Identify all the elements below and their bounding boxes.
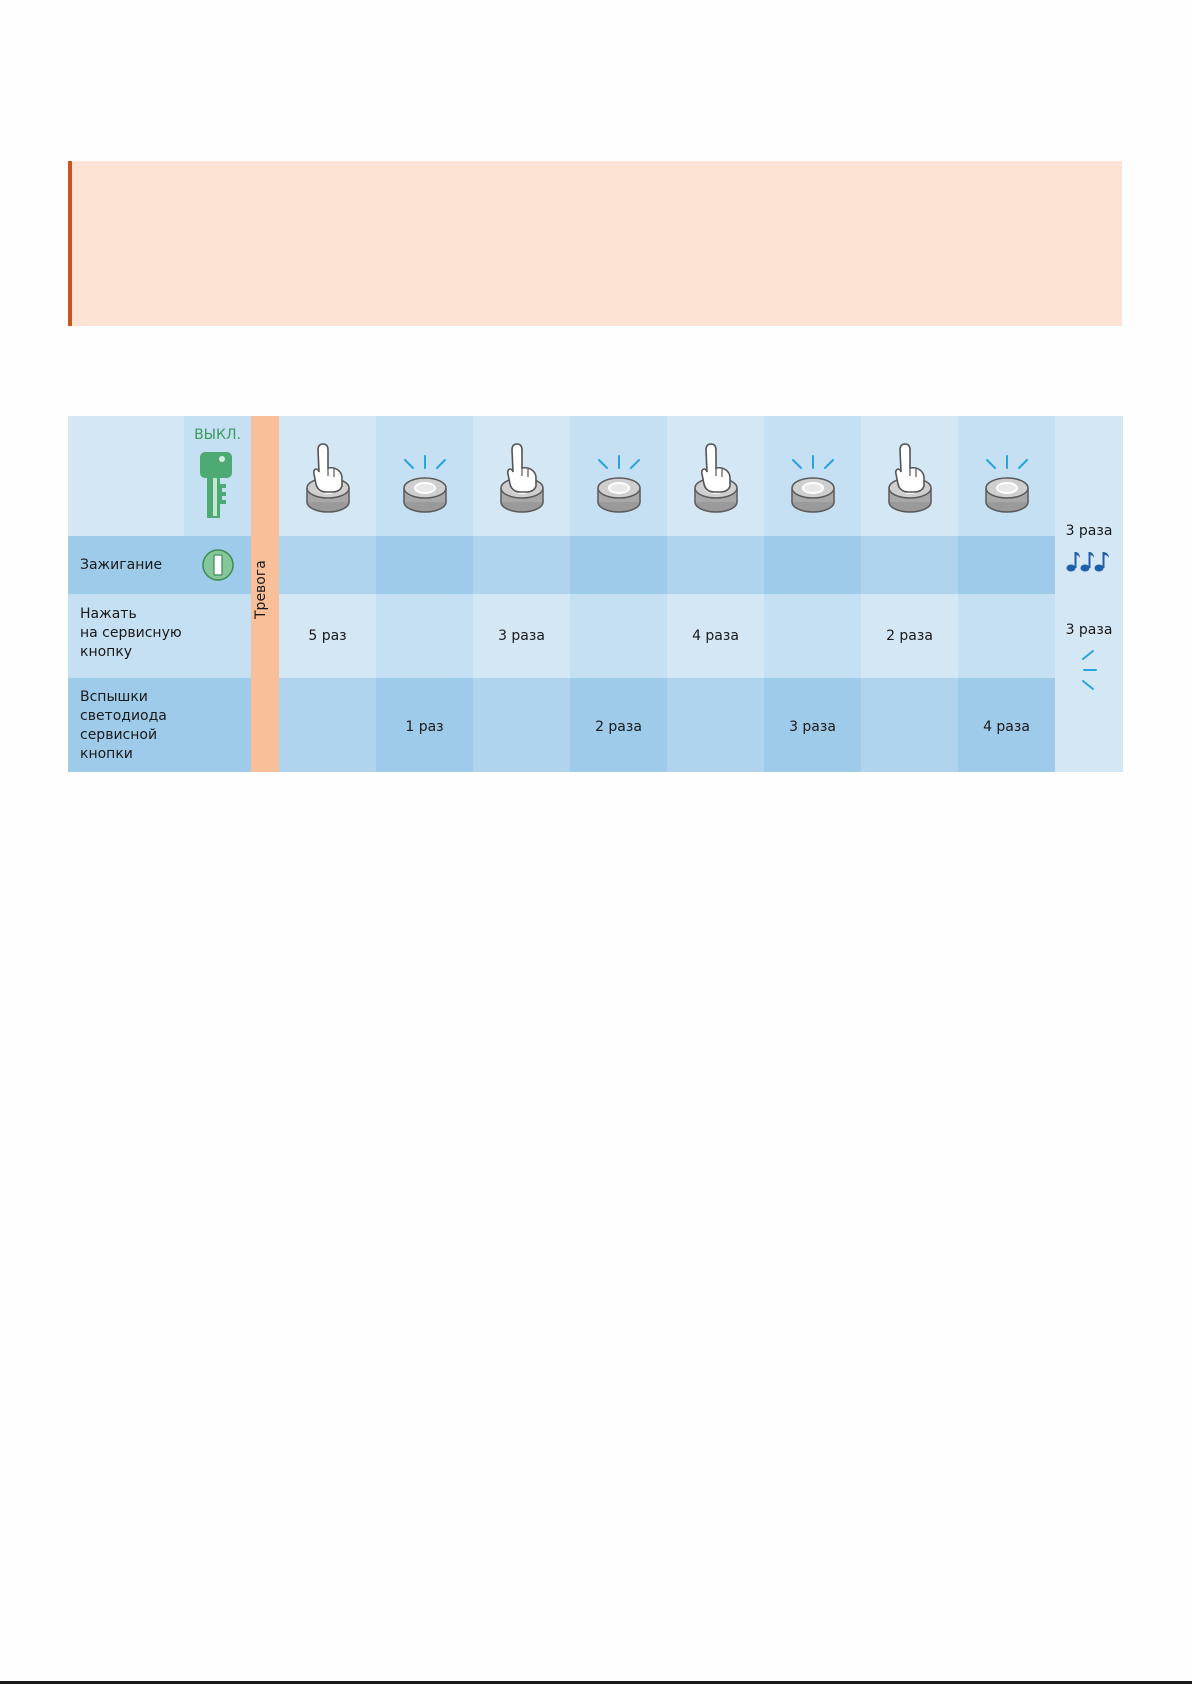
press-key-cell [184,594,251,678]
flash-row-label-line: сервисной [80,727,158,743]
press-cell [764,594,861,678]
glowing-button-icon [783,438,843,518]
flash-count-label: 3 раза [789,719,836,735]
final-column [1055,416,1123,772]
alarm-label: Тревога [253,560,269,619]
glowing-button-icon [395,438,455,518]
ignition-cell [958,536,1055,594]
finger-press-button-icon [492,438,552,518]
flash-row-label-line: кнопки [80,746,133,762]
key-icon [198,450,236,520]
finger-press-button-icon [880,438,940,518]
music-notes-icon [1066,549,1112,573]
press-row-label-line: на сервисную [80,625,182,641]
ignition-cell [764,536,861,594]
press-count-label: 2 раза [886,628,933,644]
flash-cell [667,678,764,772]
flash-row-label [80,688,167,764]
note-callout [68,161,1122,326]
press-cell [958,594,1055,678]
press-row-label-line: Нажать [80,606,137,622]
press-count-label: 5 раз [308,628,347,644]
ignition-cell [473,536,570,594]
final-beeps-label: 3 раза [1065,523,1113,539]
flash-count-label: 4 раза [983,719,1030,735]
bottom-rule [0,1681,1192,1684]
press-cell [376,594,473,678]
press-count-label: 3 раза [498,628,545,644]
ignition-cell [279,536,376,594]
flash-row-label-line: светодиода [80,708,167,724]
ignition-cell [861,536,958,594]
finger-press-button-icon [686,438,746,518]
ignition-cell [376,536,473,594]
glowing-button-icon [589,438,649,518]
header-blank-cell [68,416,184,536]
flash-rays-icon [1080,648,1100,692]
press-row-label [80,605,182,662]
flash-count-label: 2 раза [595,719,642,735]
ignition-row-label: Зажигание [80,557,163,573]
press-count-label: 4 раза [692,628,739,644]
flash-cell [861,678,958,772]
press-row-label-line: кнопку [80,644,133,660]
ignition-cell [667,536,764,594]
flash-cell [473,678,570,772]
glowing-button-icon [977,438,1037,518]
flash-count-label: 1 раз [405,719,444,735]
flash-key-cell [184,678,251,772]
ignition-switch-icon [202,549,234,581]
press-cell [570,594,667,678]
flash-cell [279,678,376,772]
final-flash-label: 3 раза [1065,622,1113,638]
finger-press-button-icon [298,438,358,518]
ignition-cell [570,536,667,594]
key-off-label: ВЫКЛ. [194,427,241,443]
flash-row-label-line: Вспышки [80,689,148,705]
